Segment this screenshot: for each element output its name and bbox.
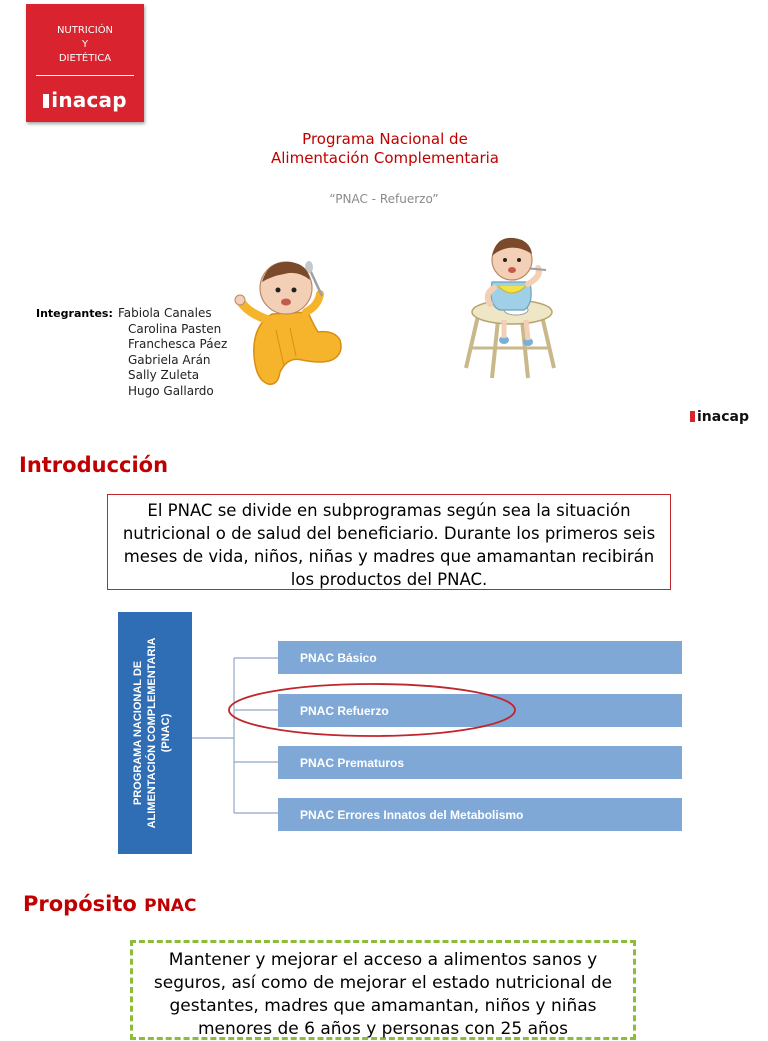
brand-text: inacap bbox=[51, 88, 127, 112]
purpose-heading-text: Propósito bbox=[23, 892, 137, 916]
footer-brand bbox=[690, 409, 749, 425]
team-member: Fabiola Canales bbox=[118, 306, 212, 320]
diagram-item-refuerzo: PNAC Refuerzo bbox=[300, 704, 389, 718]
brand-square-icon bbox=[690, 411, 695, 422]
inacap-logo-block bbox=[26, 4, 144, 122]
intro-text-box: El PNAC se divide en subprogramas según sea la situación nutricional o de salud del beneficiario. Durante los primeros seis meses de vida, niños, niñas y madres que amamantan recibirán los productos del PNAC. bbox=[107, 494, 671, 590]
dept-line: NUTRICIÓN bbox=[56, 25, 114, 36]
diagram-item-prematuros: PNAC Prematuros bbox=[300, 756, 405, 770]
diagram-root-line1: PROGRAMA NACIONAL DE bbox=[132, 660, 144, 806]
title-line: Programa Nacional de bbox=[302, 130, 468, 148]
team-label: Integrantes: bbox=[36, 307, 113, 320]
brand-square-icon bbox=[43, 94, 49, 108]
department-name bbox=[26, 24, 144, 66]
dept-line: Y bbox=[81, 39, 89, 50]
highchair-baby-illustration bbox=[458, 230, 562, 382]
team-member: Franchesca Páez bbox=[128, 337, 228, 351]
diagram-item-basico: PNAC Básico bbox=[300, 651, 377, 665]
logo-divider bbox=[36, 75, 134, 76]
team-member: Hugo Gallardo bbox=[128, 383, 214, 398]
diagram-item-errores-innatos: PNAC Errores Innatos del Metabolismo bbox=[300, 808, 524, 822]
team-list bbox=[118, 306, 227, 399]
team-member: Gabriela Arán bbox=[128, 352, 211, 367]
purpose-heading bbox=[23, 892, 196, 916]
purpose-heading-suffix: PNAC bbox=[144, 896, 197, 916]
crawling-baby-illustration bbox=[232, 256, 348, 390]
footer-brand-text: inacap bbox=[697, 409, 749, 425]
team-member: Carolina Pasten bbox=[128, 321, 222, 336]
diagram-root-line2: ALIMENTACIÓN COMPLEMENTARIA bbox=[146, 637, 158, 829]
dept-line: DIETÉTICA bbox=[58, 53, 112, 64]
intro-heading: Introducción bbox=[19, 453, 169, 477]
title-line: Alimentación Complementaria bbox=[270, 149, 499, 167]
pnac-structure-diagram bbox=[110, 606, 690, 860]
page-subtitle: “PNAC - Refuerzo” bbox=[329, 192, 439, 206]
brand-wordmark bbox=[26, 88, 144, 112]
diagram-root-line3: (PNAC) bbox=[160, 713, 172, 753]
team-member: Sally Zuleta bbox=[128, 368, 200, 382]
purpose-text-box: Mantener y mejorar el acceso a alimentos sanos y seguros, así como de mejorar el estado nutricional de gestantes, madres que amamantan, niños y niñas menores de 6 años y personas con 25 años bbox=[130, 940, 636, 1040]
page-title bbox=[200, 130, 570, 168]
